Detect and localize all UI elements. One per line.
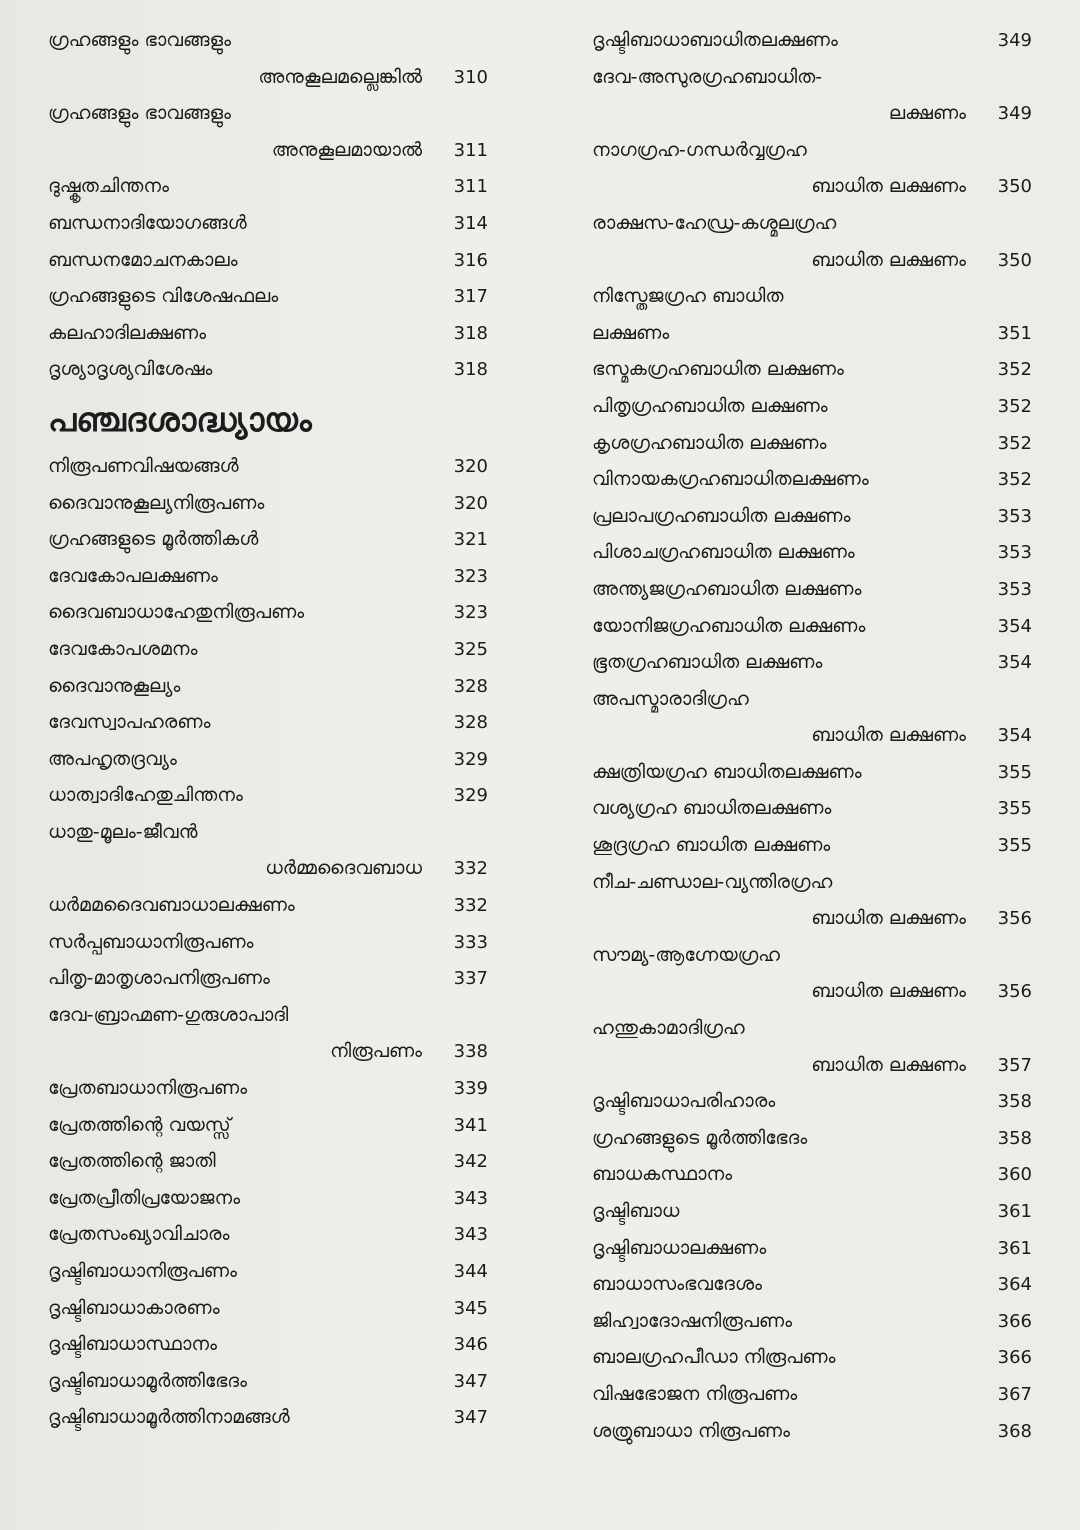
toc-entry-page: 333 [453,931,488,953]
toc-entry-title: ദൃഷ്ടിബാധാബാധിതലക്ഷണം [592,29,838,51]
toc-entry [592,937,1032,974]
toc-entry-title: നിസ്തേജഗ്രഹ ബാധിത [592,285,784,308]
toc-entry-title: ദേവകോപശമനം [48,637,198,660]
toc-entry [592,1083,1032,1120]
toc-entry [592,461,1032,498]
toc-entry-title: അനുകൂലമായാൽ [271,138,422,161]
toc-entry-title: വിനായകഗ്രഹബാധിതലക്ഷണം [592,468,869,491]
toc-entry-page: 353 [997,578,1032,600]
toc-entry [48,960,488,997]
toc-entry [48,1363,488,1400]
toc-entry-page: 355 [997,835,1032,857]
toc-entry-title: ലക്ഷണം [888,102,966,125]
toc-entry-title: ബാധാസംഭവദേശം [592,1273,762,1296]
toc-entry-title: സർപ്പബാധാനിരൂപണം [48,930,254,953]
toc-entry-page: 320 [453,455,488,477]
toc-entry [48,558,488,595]
toc-entry [48,741,488,778]
toc-entry-title: അപഹൃതദ്രവ്യം [48,747,177,770]
toc-entry-page: 343 [453,1187,488,1209]
toc-entry-page: 338 [453,1041,488,1063]
toc-entry-title: ബാധിത ലക്ഷണം [811,248,966,271]
toc-entry-title: ബാധിത ലക്ഷണം [811,1053,966,1076]
toc-entry [592,1010,1032,1047]
toc-entry [48,1216,488,1253]
toc-entry-title: ദേവ-അസുരഗ്രഹബാധിത- [592,65,823,88]
toc-entry [592,95,1032,132]
toc-entry-page: 355 [997,761,1032,783]
toc-entry [592,973,1032,1010]
toc-entry-page: 350 [997,249,1032,271]
toc-entry-title: ദേവസ്വാപഹരണം [48,711,211,734]
toc-entry [592,827,1032,864]
toc-entry-page: 341 [453,1114,488,1136]
toc-entry [592,205,1032,242]
toc-entry-title: ദൈവബാധാഹേതുനിരൂപണം [48,601,305,624]
toc-entry [592,717,1032,754]
toc-entry-page: 317 [453,286,488,308]
toc-entry-page: 354 [997,652,1032,674]
toc-entry-page: 314 [453,212,488,234]
toc-entry [48,594,488,631]
toc-entry-title: കലഹാദിലക്ഷണം [48,321,207,344]
toc-entry [48,351,488,388]
toc-entry [48,1253,488,1290]
toc-entry [48,1290,488,1327]
toc-entry-page: 337 [453,968,488,990]
toc-entry-title: അനുകൂലമല്ലെങ്കിൽ [258,65,422,88]
chapter-heading: പഞ്ചദശാദ്ധ്യായം [48,399,312,439]
toc-entry-page: 329 [453,748,488,770]
toc-entry-page: 366 [997,1310,1032,1332]
toc-entry [592,22,1032,59]
toc-entry-page: 321 [453,529,488,551]
toc-entry [592,498,1032,535]
toc-entry-title: ധാതു-മൂലം-ജീവൻ [48,820,198,843]
toc-entry-title: ഗ്രഹങ്ങളുടെ മൂർത്തികൾ [48,528,259,551]
toc-entry-title: ധർമമദൈവബാധാലക്ഷണം [48,894,295,917]
toc-entry-page: 318 [453,322,488,344]
toc-entry-page: 316 [453,249,488,271]
toc-entry [48,777,488,814]
toc-entry [592,608,1032,645]
toc-entry-title: ദൃഷ്ടിബാധാസ്ഥാനം [48,1333,217,1356]
toc-entry [592,315,1032,352]
toc-entry-title: ദൈവാനുകൂല്യനിരൂപണം [48,491,265,514]
toc-entry-title: ധർമ്മദൈവബാധ [265,857,422,880]
toc-entry-title: ഭസ്മകഗ്രഹബാധിത ലക്ഷണം [592,358,844,381]
toc-entry-page: 320 [453,492,488,514]
toc-entry-title: ദൃഷ്ടിബാധാനിരൂപണം [48,1260,237,1282]
toc-entry-page: 356 [997,908,1032,930]
toc-entry [592,644,1032,681]
toc-entry-page: 343 [453,1224,488,1246]
toc-entry [592,790,1032,827]
toc-entry [48,814,488,851]
toc-entry [592,1413,1032,1450]
toc-entry-page: 339 [453,1078,488,1100]
toc-entry-title: ബാധിത ലക്ഷണം [811,980,966,1003]
toc-entry [592,1266,1032,1303]
toc-entry-title: ദൃഷ്ടിബാധാമൂർത്തിഭേദം [48,1369,248,1392]
toc-entry-page: 354 [997,725,1032,747]
toc-entry [592,59,1032,96]
toc-entry [592,681,1032,718]
toc-entry [592,425,1032,462]
toc-entry-title: കൃശഗ്രഹബാധിത ലക്ഷണം [592,431,827,454]
toc-entry [48,1399,488,1436]
toc-left-column [48,22,488,1436]
toc-entry-page: 342 [453,1151,488,1173]
toc-entry-page: 354 [997,615,1032,637]
toc-entry-page: 311 [453,139,488,161]
toc-entry-page: 352 [997,469,1032,491]
toc-entry [592,278,1032,315]
toc-entry [48,1033,488,1070]
toc-entry-title: പിശാചഗ്രഹബാധിത ലക്ഷണം [592,541,855,564]
toc-entry-title: വിഷഭോജന നിരൂപണം [592,1382,798,1405]
toc-entry [48,485,488,522]
toc-entry-page: 346 [453,1334,488,1356]
toc-entry [592,351,1032,388]
toc-entry-page: 355 [997,798,1032,820]
toc-entry-page: 328 [453,712,488,734]
toc-entry-title: അന്ത്യജഗ്രഹബാധിത ലക്ഷണം [592,577,862,600]
toc-entry-page: 352 [997,395,1032,417]
toc-entry-title: ദേവ-ബ്രാഹ്മണ-ഗുരുശാപാദി [48,1003,289,1026]
toc-entry [48,59,488,96]
toc-entry-title: ഹന്തുകാമാദിഗ്രഹ [592,1017,745,1040]
toc-entry [592,571,1032,608]
toc-entry-page: 349 [997,30,1032,51]
toc-entry-page: 358 [997,1091,1032,1113]
toc-entry-title: ദൃഷ്ടിബാധാപരിഹാരം [592,1090,776,1113]
toc-entry-title: ദൃഷ്ടിബാധാകാരണം [48,1296,220,1319]
toc-entry-title: നിരൂപണം [330,1040,422,1063]
toc-entry-page: 353 [997,542,1032,564]
toc-entry [592,754,1032,791]
toc-entry-page: 351 [997,322,1032,344]
toc-entry-page: 366 [997,1347,1032,1369]
toc-entry [48,168,488,205]
toc-entry-page: 352 [997,359,1032,381]
toc-entry-page: 361 [997,1201,1032,1222]
toc-entry-page: 350 [997,176,1032,198]
toc-entry [592,1376,1032,1413]
toc-entry-title: ഗ്രഹങ്ങളും ഭാവങ്ങളും [48,102,232,125]
toc-entry [592,864,1032,901]
toc-entry-title: പ്രേതത്തിന്റെ വയസ്സ് [48,1113,231,1136]
toc-entry [48,668,488,705]
toc-entry [48,850,488,887]
toc-entry [48,205,488,242]
toc-entry [592,1156,1032,1193]
toc-entry-title: ദൃഷ്ടിബാധാലക്ഷണം [592,1236,767,1259]
toc-entry-page: 367 [997,1383,1032,1405]
toc-entry-title: ഗ്രഹങ്ങളും ഭാവങ്ങളും [48,29,232,51]
toc-entry [48,887,488,924]
toc-entry-title: യോനിജഗ്രഹബാധിത ലക്ഷണം [592,614,866,637]
toc-entry-title: ബാധകസ്ഥാനം [592,1163,733,1186]
toc-entry [592,388,1032,425]
toc-entry-page: 323 [453,602,488,624]
toc-entry-title: ബാലഗ്രഹപീഡാ നിരൂപണം [592,1346,836,1369]
toc-entry-page: 361 [997,1237,1032,1259]
toc-entry-title: അപസ്മാരാദിഗ്രഹ [592,687,749,710]
toc-entry [48,1180,488,1217]
toc-entry [48,1143,488,1180]
toc-entry [48,1070,488,1107]
toc-right-column [592,22,1032,1449]
toc-entry-title: വശ്യഗ്രഹ ബാധിതലക്ഷണം [592,797,832,820]
toc-entry [48,132,488,169]
toc-entry-page: 310 [453,66,488,88]
toc-entry-title: ദൈവാനുകൂല്യം [48,674,181,697]
toc-entry [48,704,488,741]
toc-entry [592,1047,1032,1084]
toc-entry [592,168,1032,205]
toc-entry-title: ദൃശ്യാദൃശ്യവിശേഷം [48,358,213,381]
toc-entry-title: ശൂദ്രഗ്രഹ ബാധിത ലക്ഷണം [592,834,831,857]
toc-entry [48,448,488,485]
toc-entry-page: 347 [453,1407,488,1429]
toc-entry-title: ശത്രുബാധാ നിരൂപണം [592,1419,790,1442]
toc-entry-page: 311 [453,176,488,198]
toc-entry-page: 328 [453,675,488,697]
toc-left-list-bottom [48,448,488,1436]
toc-entry-page: 347 [453,1370,488,1392]
toc-entry-page: 358 [997,1127,1032,1149]
toc-entry-title: ദൃഷ്ടിബാധ [592,1200,680,1222]
toc-entry [592,534,1032,571]
toc-entry-title: പ്രലാപഗ്രഹബാധിത ലക്ഷണം [592,504,851,527]
toc-entry-title: ദേവകോപലക്ഷണം [48,564,218,587]
toc-entry-page: 352 [997,432,1032,454]
toc-entry [48,242,488,279]
toc-entry [592,242,1032,279]
toc-entry-title: ബാധിത ലക്ഷണം [811,907,966,930]
toc-entry-title: ബാധിത ലക്ഷണം [811,724,966,747]
toc-entry [48,95,488,132]
toc-entry-title: ധാത്വാദിഹേതുചിന്തനം [48,784,243,807]
toc-entry-title: ക്ഷത്രിയഗ്രഹ ബാധിതലക്ഷണം [592,760,862,783]
toc-entry-page: 353 [997,505,1032,527]
toc-entry-page: 364 [997,1274,1032,1296]
toc-entry [48,1326,488,1363]
toc-entry [592,1339,1032,1376]
toc-entry [48,924,488,961]
toc-entry-page: 349 [997,103,1032,125]
toc-entry [48,997,488,1034]
toc-entry-title: ബന്ധനമോചനകാലം [48,248,238,271]
toc-entry-page: 325 [453,638,488,660]
toc-entry-title: നിരൂപണവിഷയങ്ങൾ [48,454,239,477]
toc-entry [592,1120,1032,1157]
toc-entry-title: ദൃഷ്ടിബാധാമൂർത്തിനാമങ്ങൾ [48,1406,290,1429]
toc-right-list [592,22,1032,1449]
toc-entry [48,22,488,59]
toc-entry-page: 345 [453,1297,488,1319]
toc-entry [48,521,488,558]
toc-entry-title: പ്രേതസംഖ്യാവിചാരം [48,1223,230,1246]
toc-entry-title: നാഗഗ്രഹ-ഗന്ധർവ്വഗ്രഹ [592,138,807,161]
toc-entry-title: പിതൃഗ്രഹബാധിത ലക്ഷണം [592,394,828,417]
toc-entry-title: ജിഹ്വാദോഷനിരൂപണം [592,1309,793,1332]
toc-left-list-top [48,22,488,388]
toc-entry-title: ഭൂതഗ്രഹബാധിത ലക്ഷണം [592,651,823,674]
toc-entry-page: 329 [453,785,488,807]
toc-entry-page: 360 [997,1164,1032,1186]
toc-entry-page: 368 [997,1420,1032,1442]
toc-entry-title: ഗ്രഹങ്ങളുടെ മൂർത്തിഭേദം [592,1126,808,1149]
toc-entry-title: രാക്ഷസ-ഹേഡ്ര-കശ്മലഗ്രഹ [592,211,837,234]
toc-entry [48,631,488,668]
toc-entry-page: 356 [997,981,1032,1003]
toc-entry-title: പിതൃ-മാതൃശാപനിരൂപണം [48,967,270,990]
toc-entry-title: ദുഷ്കൃതചിന്തനം [48,175,169,198]
toc-entry-title: ബാധിത ലക്ഷണം [811,175,966,198]
toc-entry-title: പ്രേതബാധാനിരൂപണം [48,1077,248,1100]
toc-entry-title: ബന്ധനാദിയോഗങ്ങൾ [48,211,247,234]
toc-entry-page: 323 [453,565,488,587]
toc-entry-title: നീച-ചണ്ഡാല-വ്യന്തിരഗ്രഹ [592,870,833,893]
toc-entry-title: പ്രേതപ്രീതിപ്രയോജനം [48,1186,241,1209]
toc-entry-page: 344 [453,1261,488,1282]
toc-entry-title: ലക്ഷണം [592,321,670,344]
toc-entry-page: 357 [997,1054,1032,1076]
toc-entry [48,315,488,352]
toc-entry-page: 318 [453,359,488,381]
toc-entry-page: 332 [453,858,488,880]
toc-entry [592,1193,1032,1230]
toc-entry-title: ഗ്രഹങ്ങളുടെ വിശേഷഫലം [48,285,279,308]
toc-entry [592,1303,1032,1340]
toc-entry [48,1107,488,1144]
toc-entry [592,1230,1032,1267]
toc-entry-page: 332 [453,895,488,917]
toc-entry [592,132,1032,169]
toc-entry-title: സൗമ്യ-ആഗ്നേയഗ്രഹ [592,943,780,966]
toc-entry [592,900,1032,937]
toc-entry-title: പ്രേതത്തിന്റെ ജാതി [48,1150,216,1173]
toc-entry [48,278,488,315]
